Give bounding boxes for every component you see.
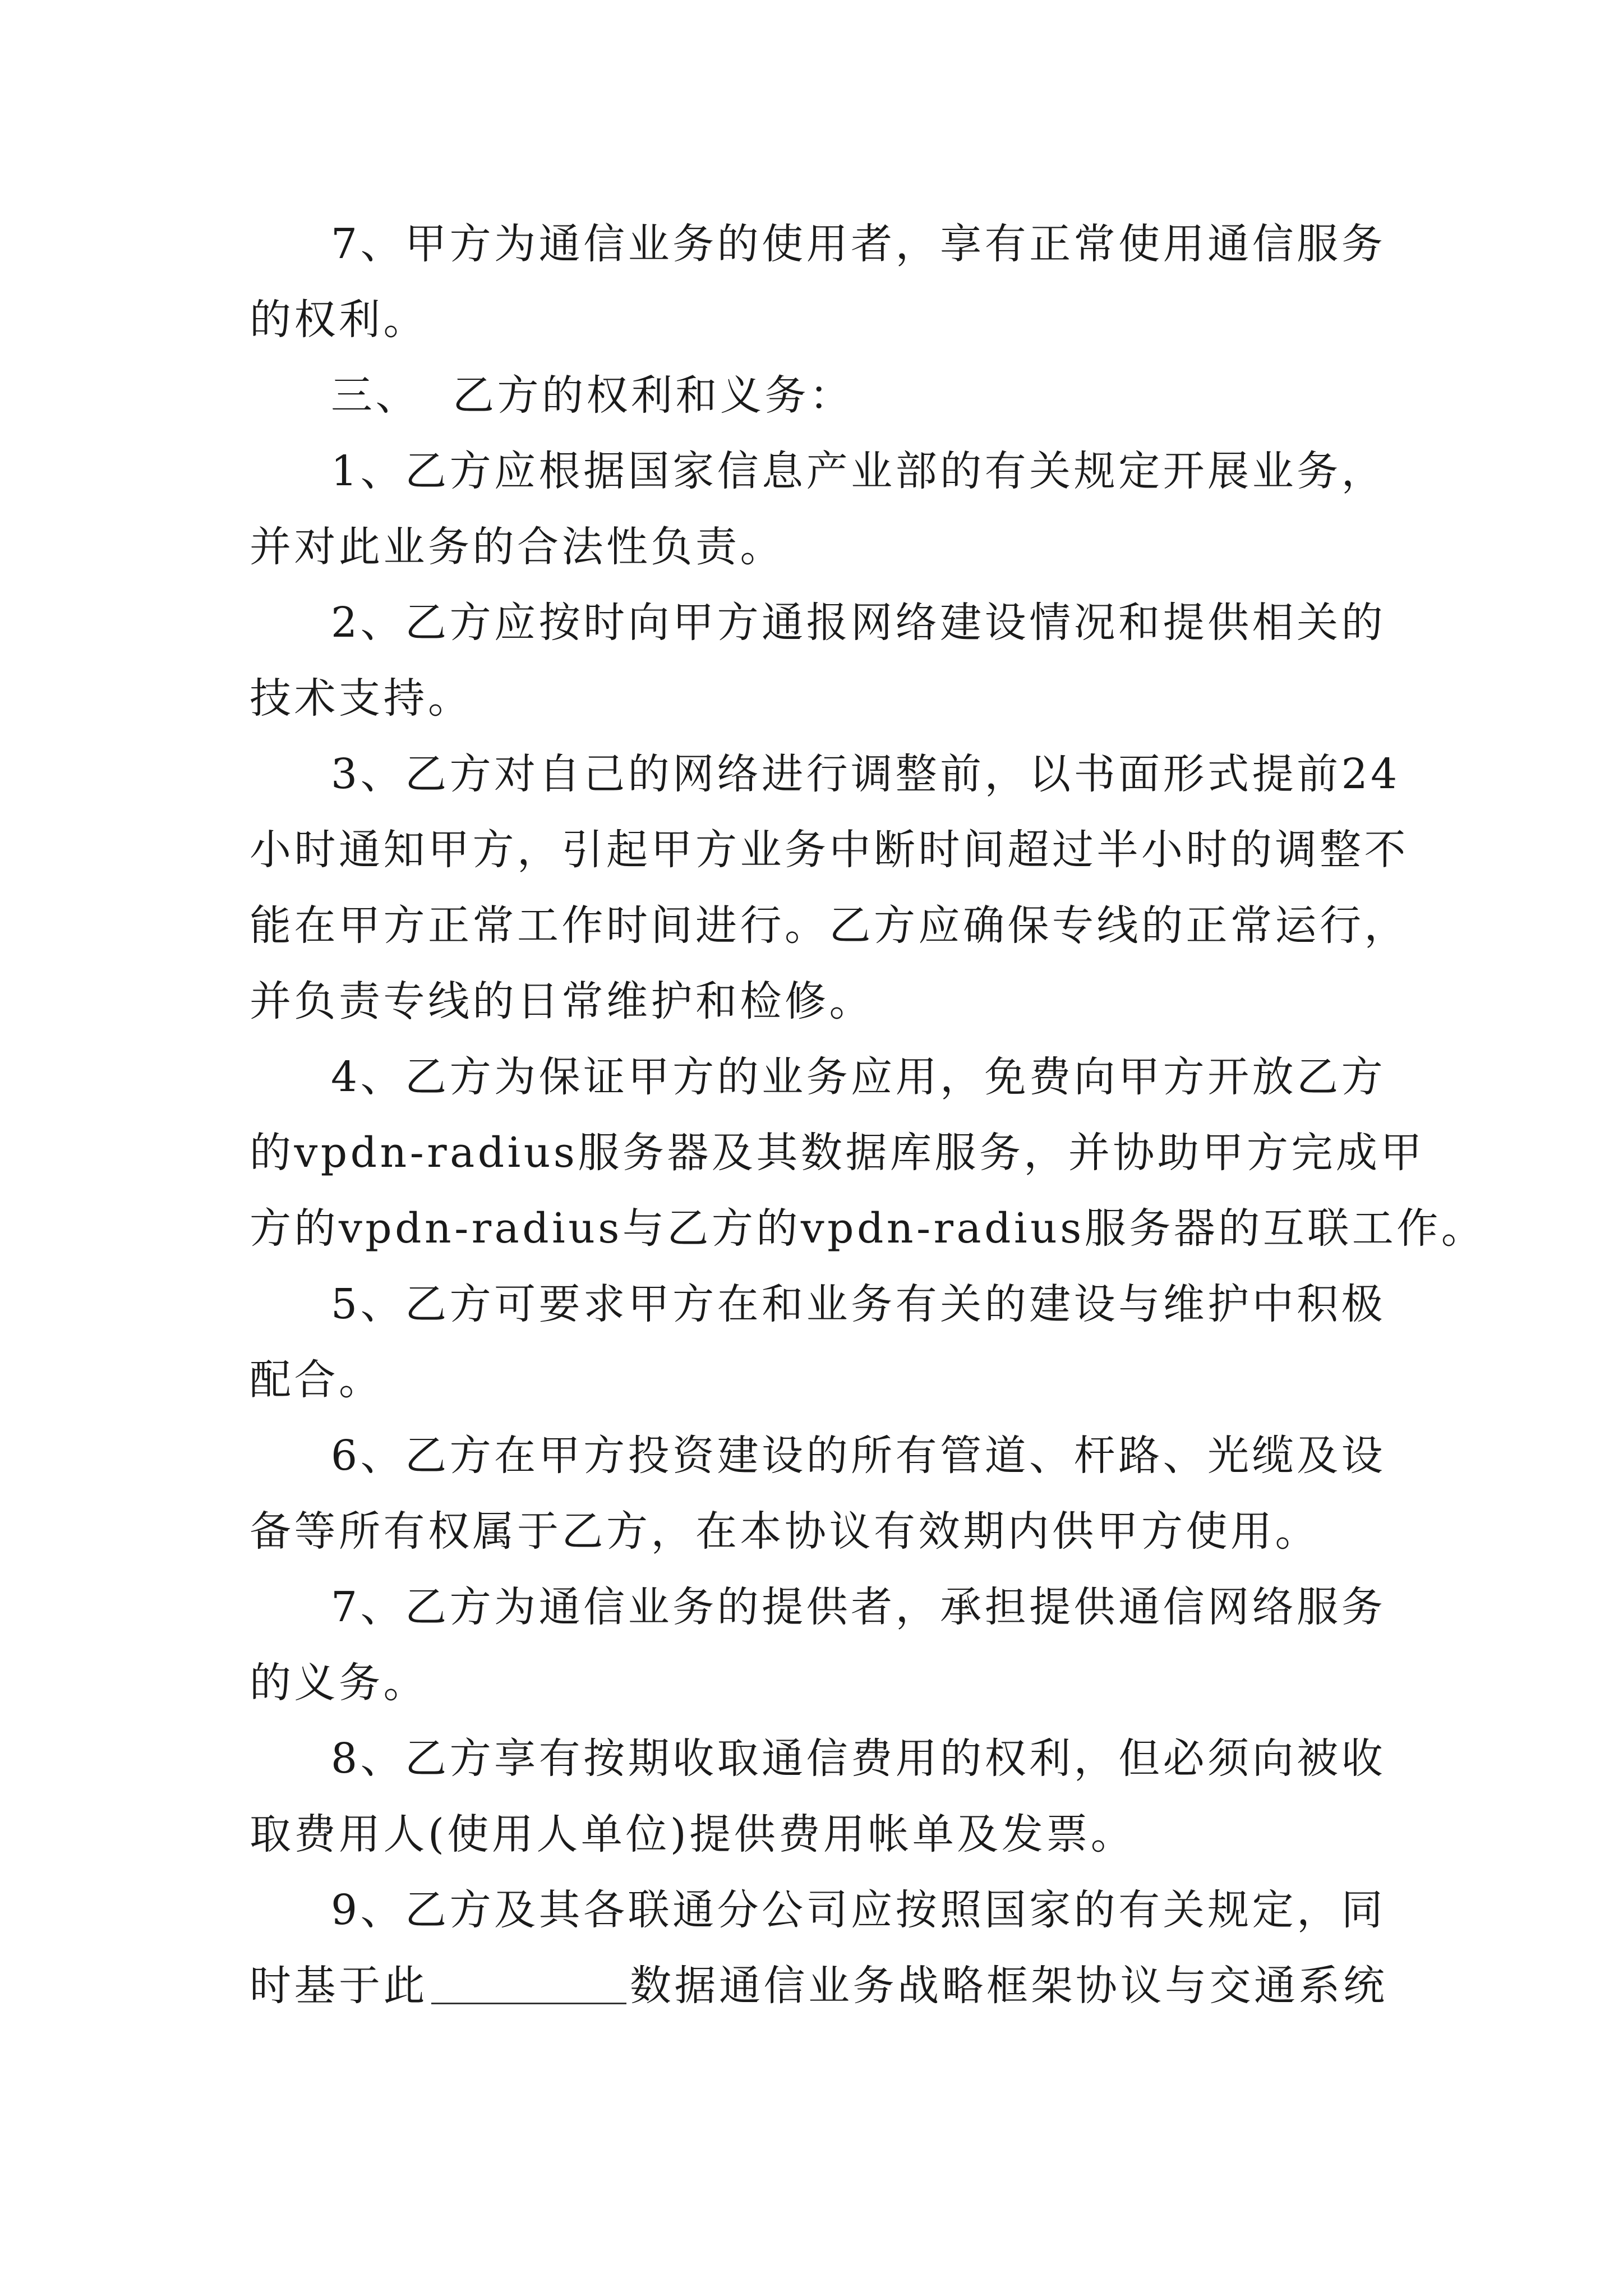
- text-line: 4、乙方为保证甲方的业务应用，免费向甲方开放乙方: [331, 1053, 1386, 1101]
- text-line: 方的vpdn-radius与乙方的vpdn-radius服务器的互联工作。: [250, 1204, 1486, 1253]
- text-line: 2、乙方应按时向甲方通报网络建设情况和提供相关的: [331, 599, 1386, 647]
- text-line-with-blank: [250, 1958, 1388, 2014]
- text-line: 1、乙方应根据国家信息产业部的有关规定开展业务，: [331, 447, 1386, 495]
- text-line: 备等所有权属于乙方，在本协议有效期内供甲方使用。: [250, 1507, 1320, 1556]
- text-before-blank: 时基于此: [250, 1962, 428, 2010]
- text-line: 能在甲方正常工作时间进行。乙方应确保专线的正常运行，: [250, 901, 1409, 950]
- text-line: 配合。: [250, 1356, 384, 1404]
- text-line: 6、乙方在甲方投资建设的所有管道、杆路、光缆及设: [331, 1432, 1386, 1480]
- text-line: 小时通知甲方，引起甲方业务中断时间超过半小时的调整不: [250, 826, 1409, 874]
- section-heading: 三、 乙方的权利和义务：: [331, 371, 854, 420]
- text-line: 7、甲方为通信业务的使用者，享有正常使用通信服务: [331, 220, 1386, 268]
- text-line: 9、乙方及其各联通分公司应按照国家的有关规定，同: [331, 1886, 1386, 1934]
- text-line: 并对此业务的合法性负责。: [250, 523, 785, 571]
- text-line: 8、乙方享有按期收取通信费用的权利，但必须向被收: [331, 1734, 1386, 1783]
- text-line: 的vpdn-radius服务器及其数据库服务，并协助甲方完成甲: [250, 1129, 1425, 1177]
- fill-in-blank: [431, 1969, 626, 2004]
- text-line: 7、乙方为通信业务的提供者，承担提供通信网络服务: [331, 1583, 1386, 1631]
- text-line: 技术支持。: [250, 674, 473, 723]
- text-line: 取费用人(使用人单位)提供费用帐单及发票。: [250, 1810, 1136, 1858]
- text-after-blank: 数据通信业务战略框架协议与交通系统: [630, 1962, 1388, 2010]
- text-line: 的义务。: [250, 1659, 428, 1707]
- text-line: 5、乙方可要求甲方在和业务有关的建设与维护中积极: [331, 1280, 1386, 1328]
- text-line: 并负责专线的日常维护和检修。: [250, 977, 874, 1025]
- text-line: 的权利。: [250, 296, 428, 344]
- text-line: 3、乙方对自己的网络进行调整前，以书面形式提前24: [331, 750, 1400, 798]
